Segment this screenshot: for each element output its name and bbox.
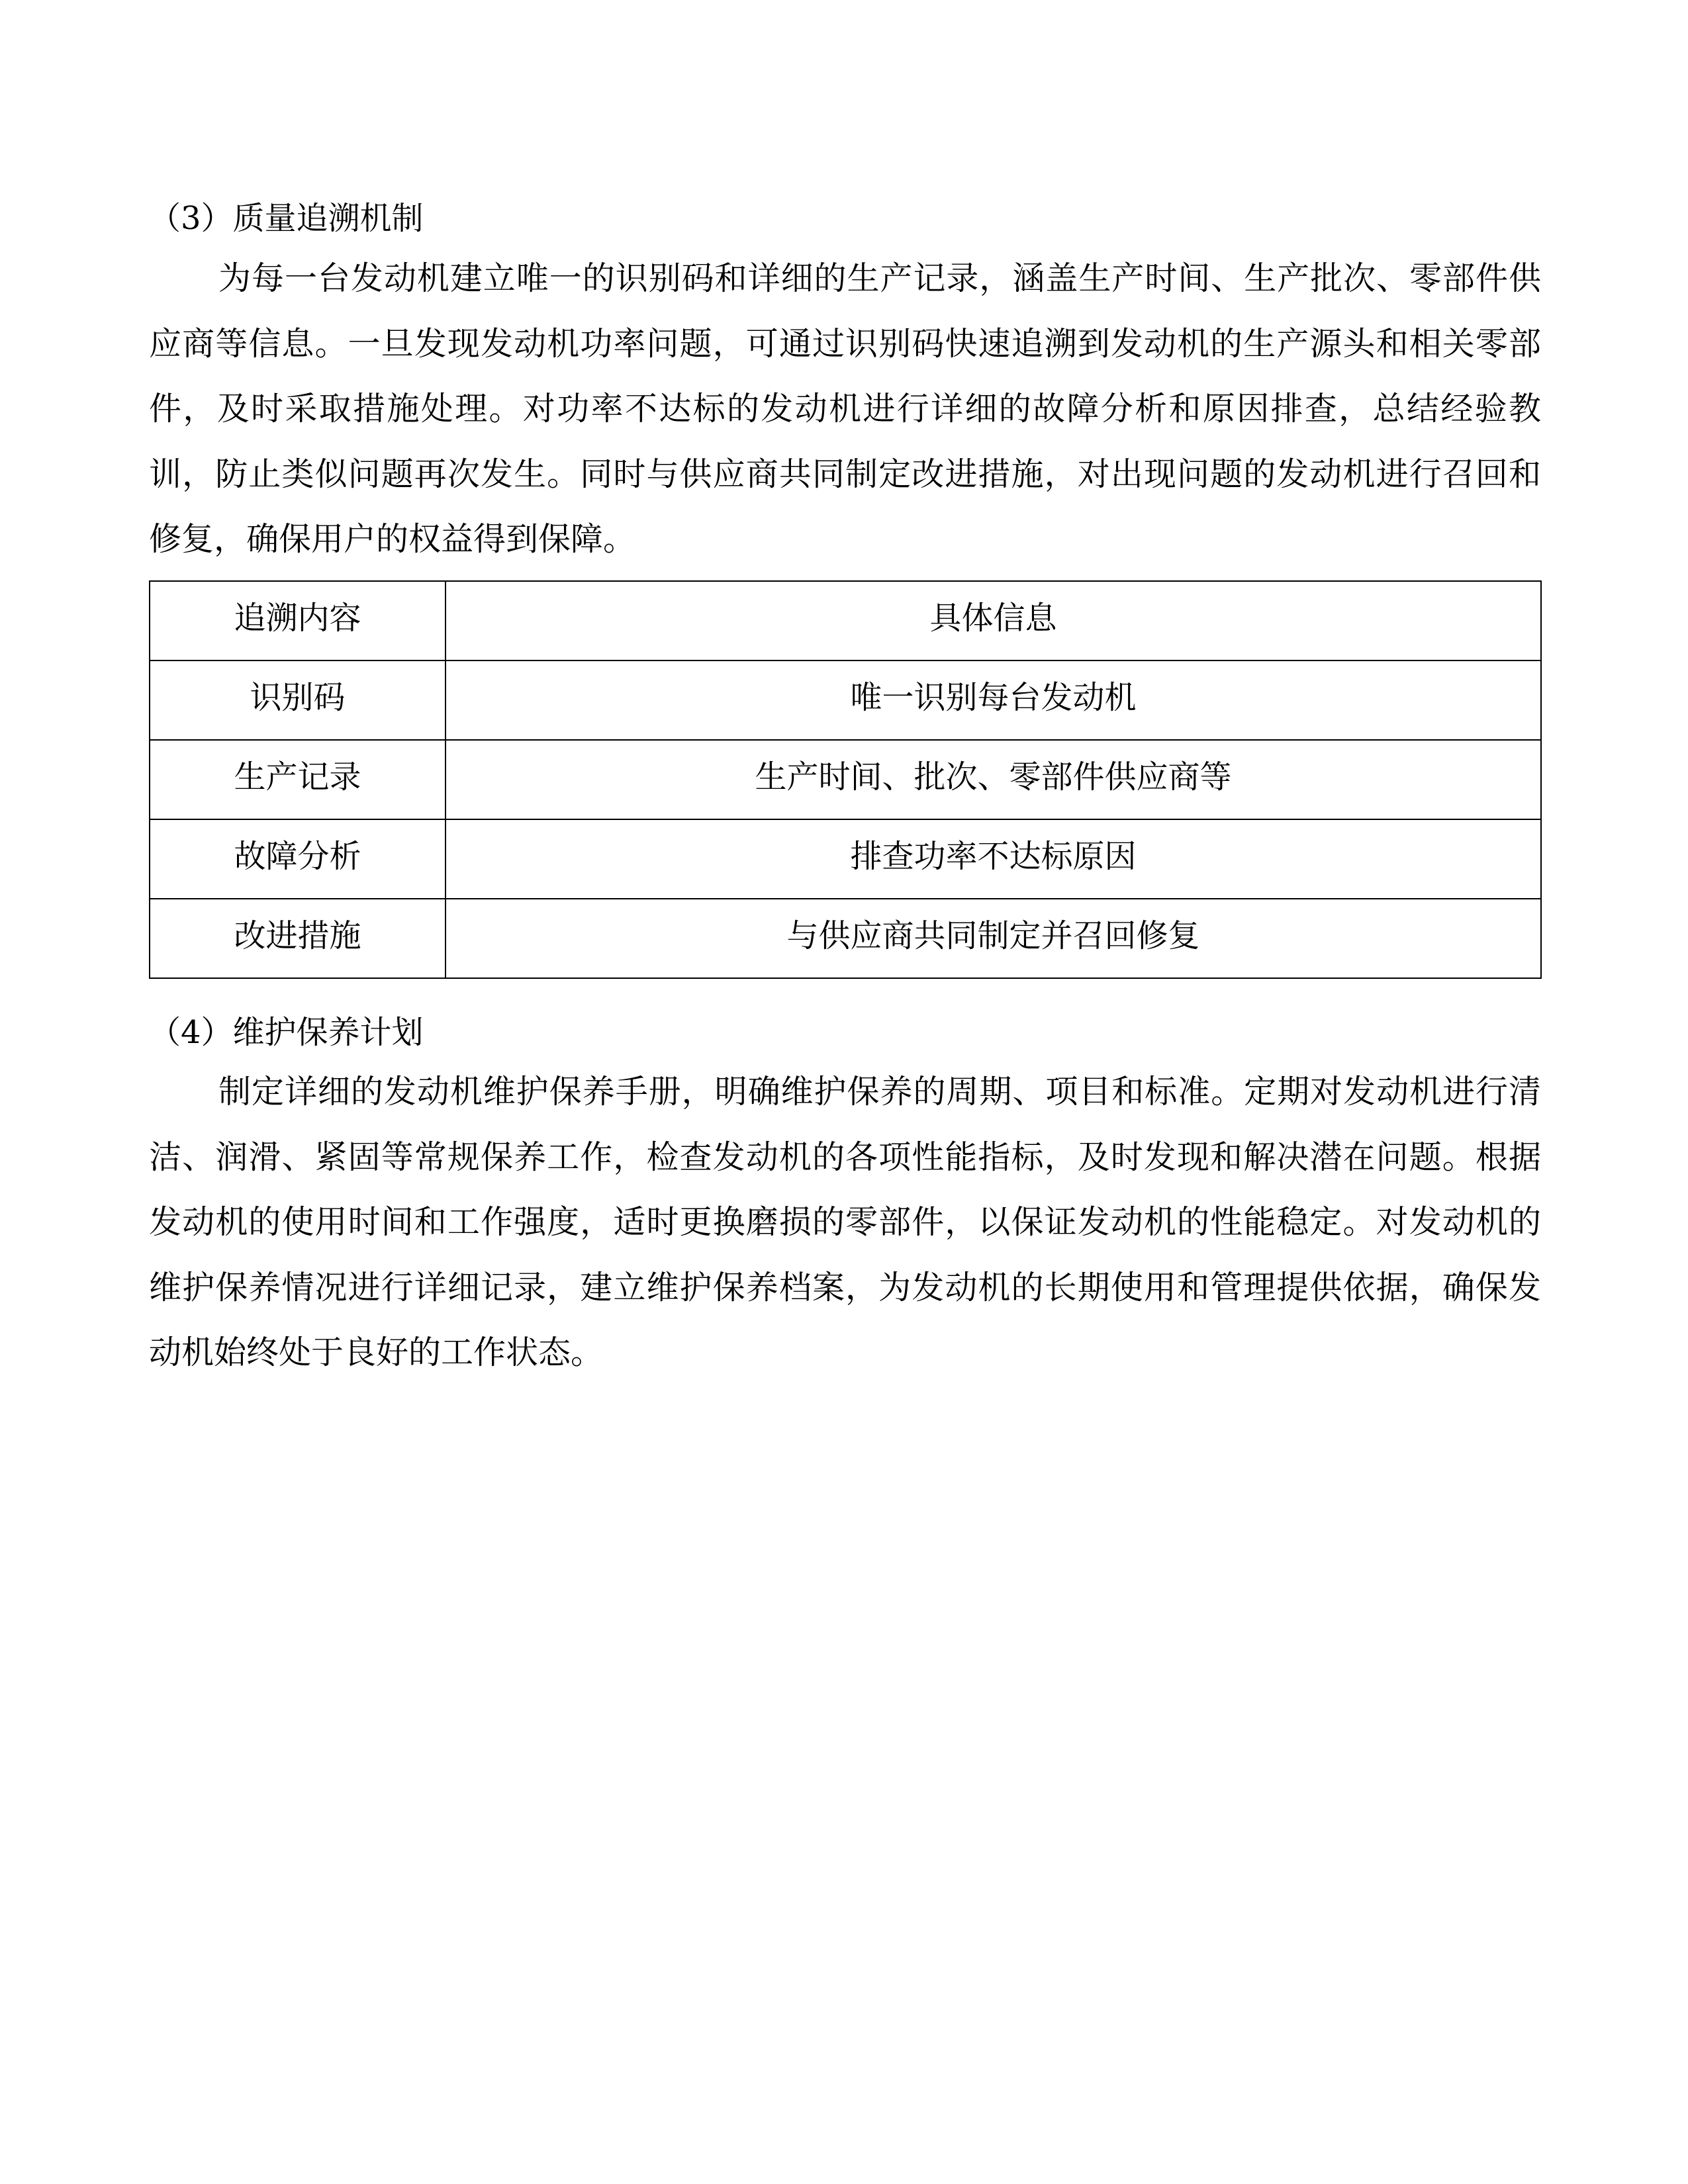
table-row (150, 819, 1541, 899)
table-cell: 排查功率不达标原因 (445, 819, 1541, 899)
table-cell: 识别码 (150, 660, 445, 740)
table-cell: 生产记录 (150, 740, 445, 819)
table-cell: 生产时间、批次、零部件供应商等 (445, 740, 1541, 819)
table-row (150, 660, 1541, 740)
traceability-table (149, 580, 1542, 979)
section-3-heading: （3）质量追溯机制 (149, 200, 424, 237)
section-4-heading: （4）维护保养计划 (149, 1014, 424, 1051)
table-row (150, 740, 1541, 819)
table-cell: 与供应商共同制定并召回修复 (445, 899, 1541, 978)
table-header-row (150, 581, 1541, 660)
table-cell: 改进措施 (150, 899, 445, 978)
table-row (150, 899, 1541, 978)
section-3-paragraph: 为每一台发动机建立唯一的识别码和详细的生产记录，涵盖生产时间、生产批次、零部件供应商等信息。一旦发现发动机功率问题，可通过识别码快速追溯到发动机的生产源头和相关零部件，及时采取措施处理。对功率不达标的发动机进行详细的故障分析和原因排查，总结经验教训，防止类似问题再次发生。同时与供应商共同制定改进措施，对出现问题的发动机进行召回和修复，确保用户的权益得到保障。 (149, 259, 1541, 558)
table-cell: 故障分析 (150, 819, 445, 899)
table-header-cell: 具体信息 (445, 581, 1541, 660)
table-header-cell: 追溯内容 (150, 581, 445, 660)
table-cell: 唯一识别每台发动机 (445, 660, 1541, 740)
section-4-paragraph: 制定详细的发动机维护保养手册，明确维护保养的周期、项目和标准。定期对发动机进行清洁、润滑、紧固等常规保养工作，检查发动机的各项性能指标，及时发现和解决潜在问题。根据发动机的使用时间和工作强度，适时更换磨损的零部件，以保证发动机的性能稳定。对发动机的维护保养情况进行详细记录，建立维护保养档案，为发动机的长期使用和管理提供依据，确保发动机始终处于良好的工作状态。 (149, 1073, 1541, 1371)
